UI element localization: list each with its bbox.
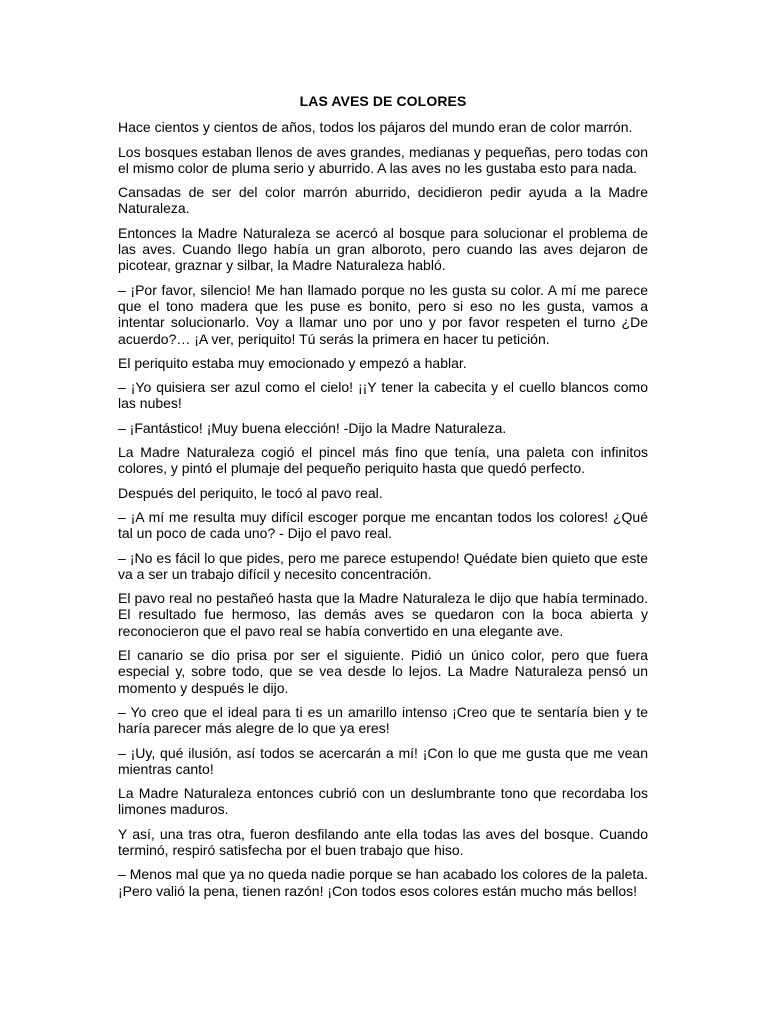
paragraph-13: El pavo real no pestañeó hasta que la Madre Naturaleza le dijo que había terminado. El resultado fue hermoso, las demás aves se quedaron con la boca abierta y reconocieron que el pavo real se había convertido en una elegante ave. [118,590,648,639]
paragraph-12: – ¡No es fácil lo que pides, pero me parece estupendo! Quédate bien quieto que este va a ser un trabajo difícil y necesito concentración. [118,549,648,582]
paragraph-6: El periquito estaba muy emocionado y empezó a hablar. [118,354,467,371]
paragraph-10: Después del periquito, le tocó al pavo real. [118,484,383,501]
paragraph-3: Cansadas de ser del color marrón aburrido, decidieron pedir ayuda a la Madre Naturaleza. [118,184,648,217]
paragraph-5: – ¡Por favor, silencio! Me han llamado porque no les gusta su color. A mí me parece que el tono madera que les puse es bonito, pero si eso no les gusta, vamos a intentar solucionarlo. Voy a llamar uno por uno y por favor respeten el turno ¿De acuerdo?… ¡A ver, periquito! Tú serás la primera en hacer tu petición. [118,281,648,347]
paragraph-7: – ¡Yo quisiera ser azul como el cielo! ¡¡Y tener la cabecita y el cuello blancos como las nubes! [118,379,648,412]
document-title: LAS AVES DE COLORES [299,93,467,109]
paragraph-17: La Madre Naturaleza entonces cubrió con un deslumbrante tono que recordaba los limones maduros. [118,785,648,818]
paragraph-1: Hace cientos y cientos de años, todos los pájaros del mundo eran de color marrón. [118,119,633,136]
paragraph-4: Entonces la Madre Naturaleza se acercó al bosque para solucionar el problema de las aves. Cuando llego había un gran alboroto, pero cuando las aves dejaron de picotear, graznar y silbar, la Madre Naturaleza habló. [118,224,648,274]
paragraph-9: La Madre Naturaleza cogió el pincel más fino que tenía, una paleta con infinitos colores, y pintó el plumaje del pequeño periquito hasta que quedó perfecto. [118,444,648,477]
paragraph-19: – Menos mal que ya no queda nadie porque se han acabado los colores de la paleta. ¡Pero valió la pena, tienen razón! ¡Con todos esos colores están mucho más bellos! [118,866,648,899]
paragraph-8: – ¡Fantástico! ¡Muy buena elección! -Dijo la Madre Naturaleza. [118,419,507,436]
paragraph-11: – ¡A mí me resulta muy difícil escoger porque me encantan todos los colores! ¿Qué tal un poco de cada uno? - Dijo el pavo real. [118,508,648,542]
paragraph-15: – Yo creo que el ideal para ti es un amarillo intenso ¡Creo que te sentaría bien y te haría parecer más alegre de lo que ya eres! [118,703,648,737]
paragraph-18: Y así, una tras otra, fueron desfilando ante ella todas las aves del bosque. Cuando terminó, respiró satisfecha por el buen trabajo que hiso. [118,825,648,858]
paragraph-2: Los bosques estaban llenos de aves grandes, medianas y pequeñas, pero todas con el mismo color de pluma serio y aburrido. A las aves no les gustaba esto para nada. [118,143,648,176]
paragraph-16: – ¡Uy, qué ilusión, así todos se acercarán a mí! ¡Con lo que me gusta que me vean mientras canto! [118,744,648,777]
document-page [118,93,648,907]
paragraph-14: El canario se dio prisa por ser el siguiente. Pidió un único color, pero que fuera especial y, sobre todo, que se vea desde lo lejos. La Madre Naturaleza pensó un momento y después le dijo. [118,647,648,696]
